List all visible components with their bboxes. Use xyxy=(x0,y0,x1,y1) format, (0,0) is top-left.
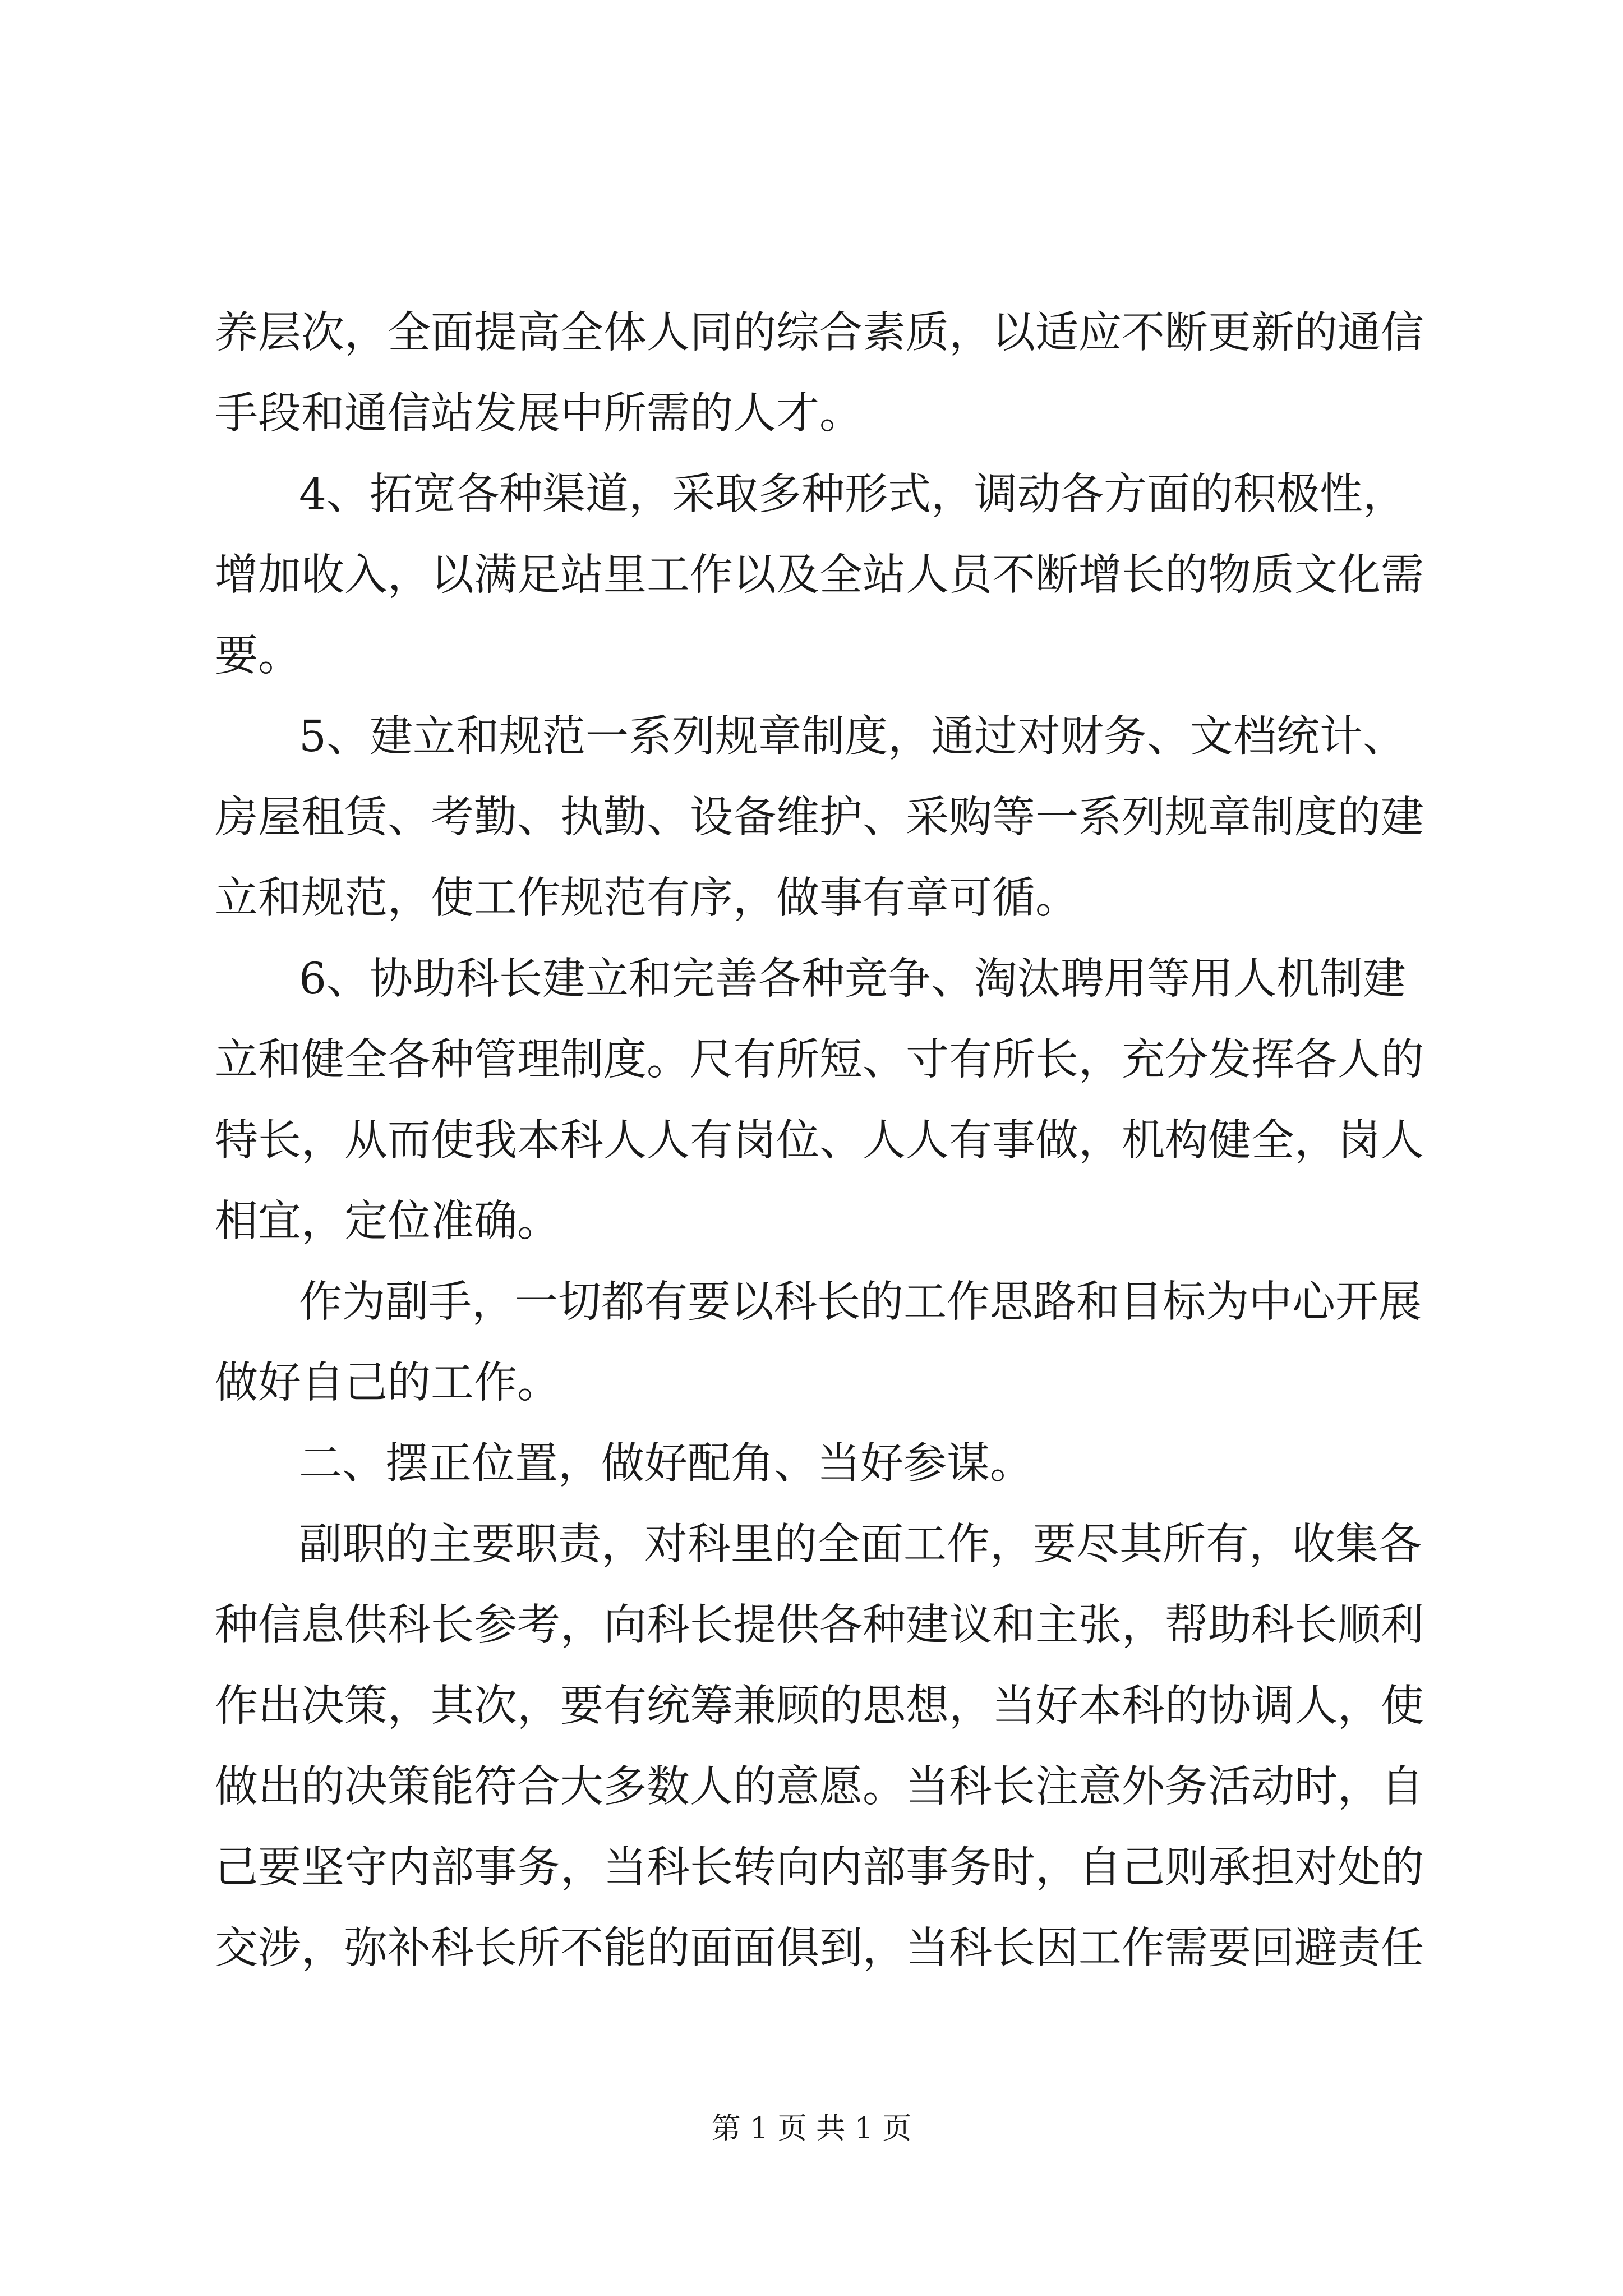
text-line: 作为副手，一切都有要以科长的工作思路和目标为中心开展 xyxy=(299,1277,1422,1327)
text-line: 做好自己的工作。 xyxy=(215,1358,560,1408)
text-line: 种信息供科长参考，向科长提供各种建议和主张，帮助科长顺利 xyxy=(215,1600,1424,1650)
text-line: 己要坚守内部事务，当科长转向内部事务时，自己则承担对处的 xyxy=(215,1843,1424,1893)
text-line: 特长，从而使我本科人人有岗位、人人有事做，机构健全，岗人 xyxy=(215,1116,1424,1166)
text-line: 二、摆正位置，做好配角、当好参谋。 xyxy=(299,1439,1033,1489)
text-line: 4、拓宽各种渠道，采取多种形式，调动各方面的积极性， xyxy=(299,470,1406,519)
text-line: 交涉，弥补科长所不能的面面俱到，当科长因工作需要回避责任 xyxy=(215,1924,1424,1973)
text-line: 房屋租赁、考勤、执勤、设备维护、采购等一系列规章制度的建 xyxy=(215,793,1424,843)
text-line: 5、建立和规范一系列规章制度，通过对财务、文档统计、 xyxy=(299,712,1406,762)
text-line: 相宜，定位准确。 xyxy=(215,1197,560,1246)
text-line: 副职的主要职责，对科里的全面工作，要尽其所有，收集各 xyxy=(299,1520,1422,1570)
text-line: 6、协助科长建立和完善各种竞争、淘汰聘用等用人机制建 xyxy=(299,954,1406,1004)
text-line: 立和健全各种管理制度。尺有所短、寸有所长，充分发挥各人的 xyxy=(215,1035,1424,1085)
text-line: 增加收入，以满足站里工作以及全站人员不断增长的物质文化需 xyxy=(215,550,1424,600)
text-line: 作出决策，其次，要有统筹兼顾的思想，当好本科的协调人，使 xyxy=(215,1681,1424,1731)
text-line: 手段和通信站发展中所需的人才。 xyxy=(215,389,863,439)
text-line: 要。 xyxy=(215,631,301,681)
body-text xyxy=(215,293,1426,1989)
page-footer: 第 1 页 共 1 页 xyxy=(711,2112,912,2146)
text-line: 立和规范，使工作规范有序，做事有章可循。 xyxy=(215,873,1078,923)
text-line: 做出的决策能符合大多数人的意愿。当科长注意外务活动时，自 xyxy=(215,1762,1424,1812)
text-line: 养层次，全面提高全体人同的综合素质，以适应不断更新的通信 xyxy=(215,308,1424,358)
